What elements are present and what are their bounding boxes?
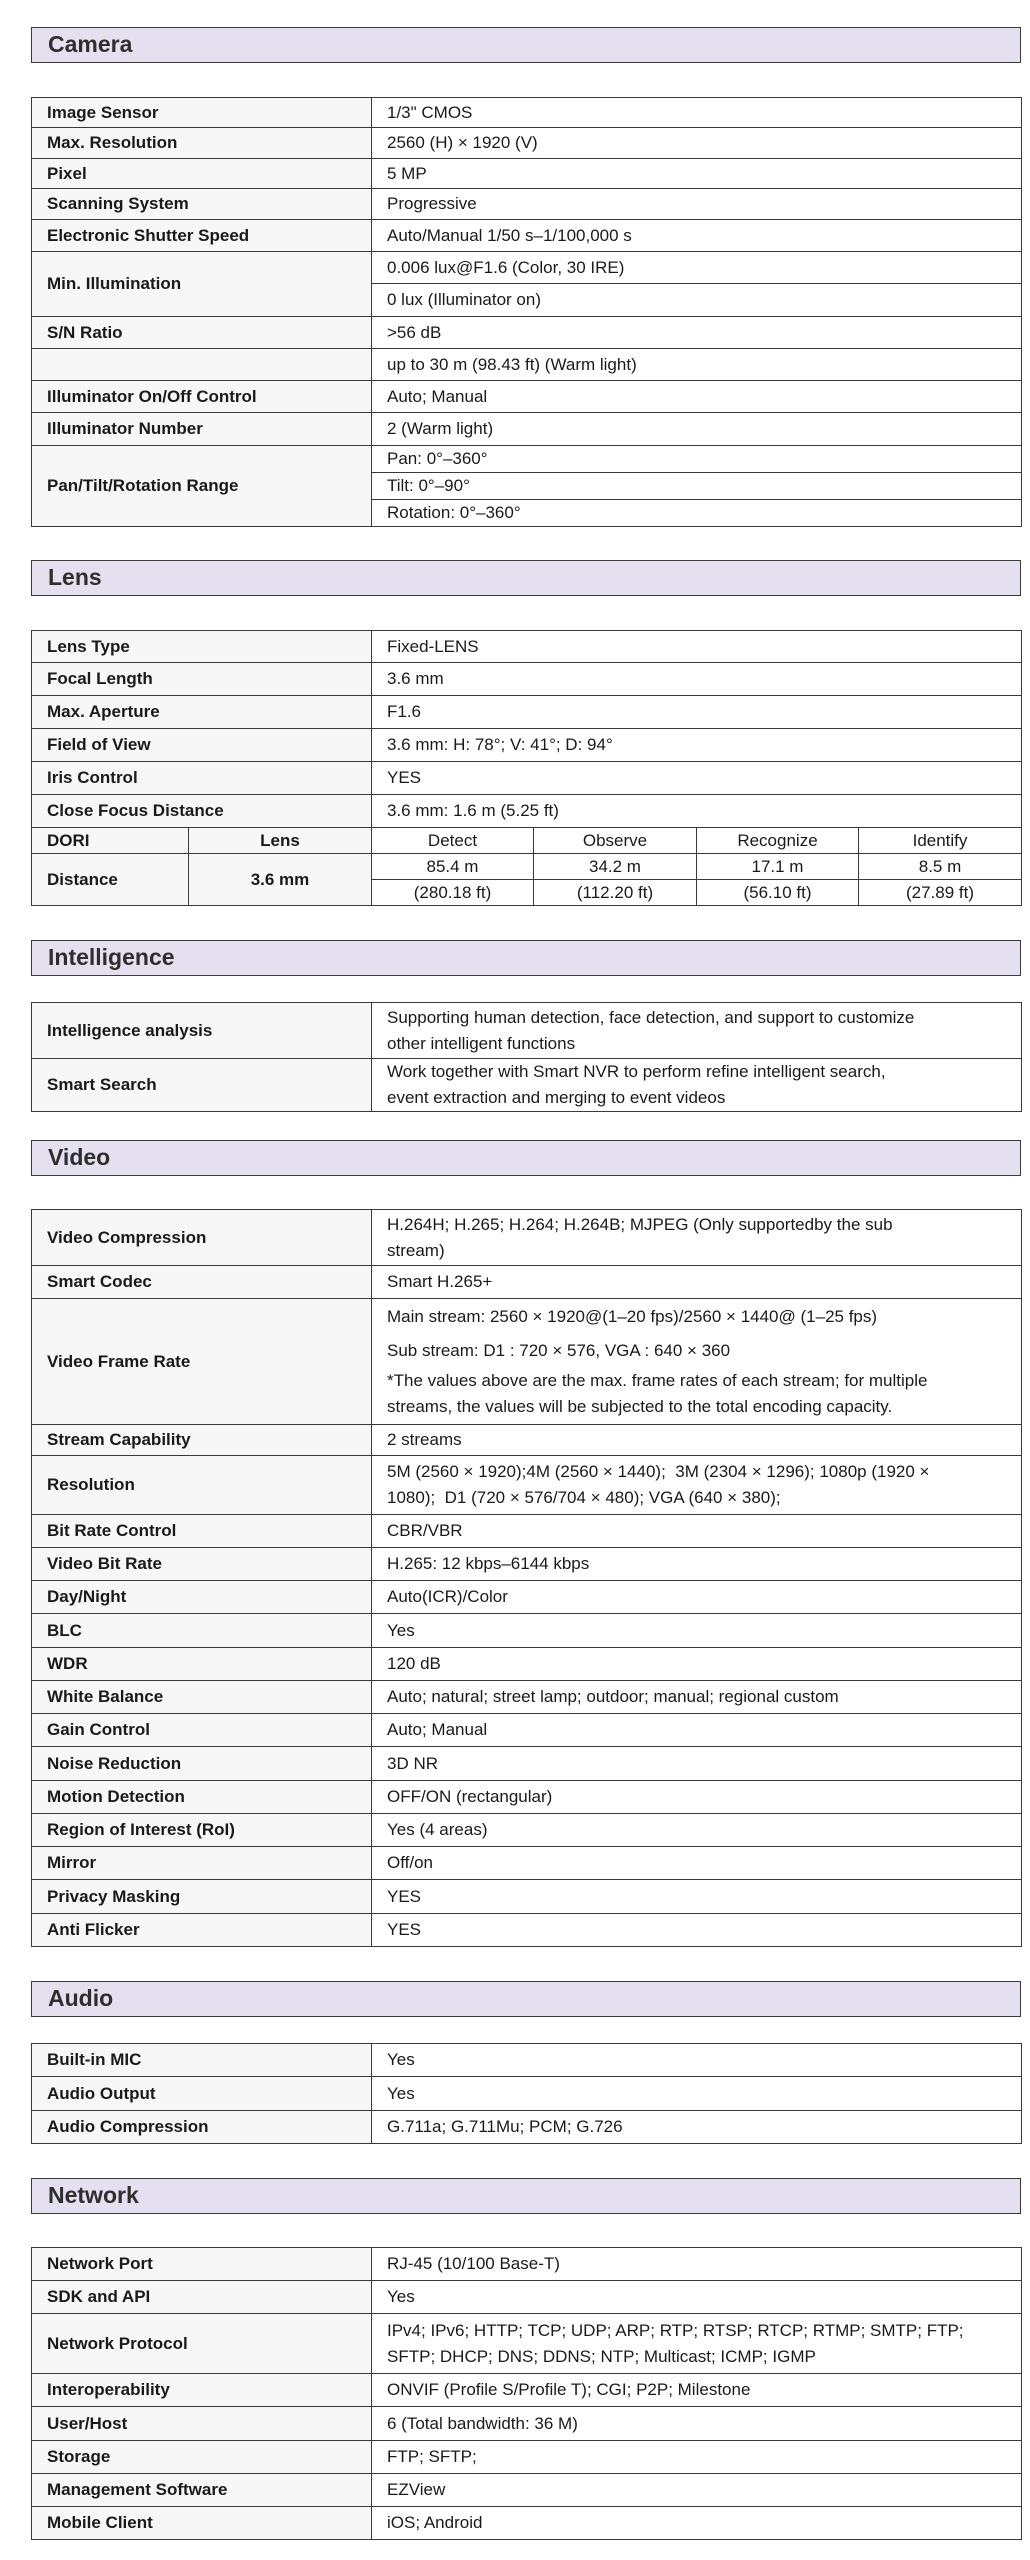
table-row [32, 1059, 1022, 1112]
spec-label: Anti Flicker [32, 1914, 372, 1947]
spec-value: EZView [372, 2474, 1022, 2507]
spec-label: Mirror [32, 1847, 372, 1880]
table-row [32, 2111, 1022, 2144]
spec-value-line: IPv4; IPv6; HTTP; TCP; UDP; ARP; RTP; RTSP; RTCP; RTMP; SMTP; FTP; [387, 2320, 964, 2340]
table-row [32, 252, 1022, 284]
spec-label: Image Sensor [32, 98, 372, 128]
table-row [32, 1266, 1022, 1299]
spec-value-line: SFTP; DHCP; DNS; DDNS; NTP; Multicast; ICMP; IGMP [387, 2346, 816, 2366]
spec-label: Lens Type [32, 631, 372, 663]
table-row [32, 1847, 1022, 1880]
table-row [32, 1648, 1022, 1681]
spec-label: Motion Detection [32, 1781, 372, 1814]
camera-spec-table [31, 97, 1022, 527]
spec-value [372, 1059, 1022, 1112]
spec-value [372, 1456, 1022, 1515]
table-row [32, 696, 1022, 729]
spec-value: Auto; Manual [372, 1714, 1022, 1747]
spec-value-line: streams, the values will be subjected to the total encoding capacity. [387, 1396, 893, 1416]
dori-identify-header: Identify [859, 828, 1022, 854]
spec-label: Audio Output [32, 2077, 372, 2111]
lens-section-title: Lens [31, 560, 1021, 596]
audio-spec-table [31, 2043, 1022, 2144]
spec-label: Intelligence analysis [32, 1003, 372, 1059]
table-row [32, 349, 1022, 381]
spec-label: White Balance [32, 1681, 372, 1714]
spec-value: 2560 (H) × 1920 (V) [372, 128, 1022, 159]
spec-label: Video Bit Rate [32, 1548, 372, 1581]
table-row [32, 2407, 1022, 2441]
spec-value-line: Main stream: 2560 × 1920@(1–20 fps)/2560 × 1440@ (1–25 fps) [387, 1306, 878, 1326]
spec-value: Yes [372, 1614, 1022, 1648]
spec-value-line: other intelligent functions [387, 1033, 576, 1053]
spec-label: User/Host [32, 2407, 372, 2441]
spec-value: >56 dB [372, 317, 1022, 349]
spec-label: Audio Compression [32, 2111, 372, 2144]
table-row [32, 1681, 1022, 1714]
camera-section-title: Camera [31, 27, 1021, 63]
spec-label: Privacy Masking [32, 1880, 372, 1914]
spec-value: Yes [372, 2044, 1022, 2077]
spec-label: Pan/Tilt/Rotation Range [32, 446, 372, 527]
table-row [32, 663, 1022, 696]
spec-label: Stream Capability [32, 1425, 372, 1456]
spec-label: Network Port [32, 2248, 372, 2281]
spec-label: Illuminator On/Off Control [32, 381, 372, 413]
spec-value: 6 (Total bandwidth: 36 M) [372, 2407, 1022, 2441]
table-row [32, 1515, 1022, 1548]
spec-value: Fixed-LENS [372, 631, 1022, 663]
spec-value: Auto; natural; street lamp; outdoor; manual; regional custom [372, 1681, 1022, 1714]
spec-value: OFF/ON (rectangular) [372, 1781, 1022, 1814]
spec-label: Pixel [32, 159, 372, 189]
spec-value: iOS; Android [372, 2507, 1022, 2540]
spec-value: FTP; SFTP; [372, 2441, 1022, 2474]
spec-value: Auto/Manual 1/50 s–1/100,000 s [372, 220, 1022, 252]
spec-value: 2 (Warm light) [372, 413, 1022, 446]
spec-value: 3.6 mm [372, 663, 1022, 696]
table-row [32, 2077, 1022, 2111]
table-row [32, 2281, 1022, 2314]
network-spec-table [31, 2247, 1022, 2540]
spec-value: F1.6 [372, 696, 1022, 729]
spec-value [372, 2314, 1022, 2374]
spec-label: Field of View [32, 729, 372, 762]
table-row [32, 1456, 1022, 1515]
table-row [32, 1210, 1022, 1266]
table-row [32, 1781, 1022, 1814]
table-row [32, 2507, 1022, 2540]
table-row [32, 1747, 1022, 1781]
table-row [32, 2248, 1022, 2281]
spec-value-line: stream) [387, 1240, 445, 1260]
table-row [32, 795, 1022, 828]
spec-label: Mobile Client [32, 2507, 372, 2540]
spec-value: Pan: 0°–360° [372, 446, 1022, 473]
spec-value [372, 1210, 1022, 1266]
spec-label: Iris Control [32, 762, 372, 795]
spec-value: Smart H.265+ [372, 1266, 1022, 1299]
intelligence-spec-table [31, 1002, 1022, 1112]
dori-lens-value: 3.6 mm [189, 854, 372, 906]
spec-label: Focal Length [32, 663, 372, 696]
table-row [32, 729, 1022, 762]
video-section-title: Video [31, 1140, 1021, 1176]
spec-value: RJ-45 (10/100 Base-T) [372, 2248, 1022, 2281]
spec-value: CBR/VBR [372, 1515, 1022, 1548]
dori-header: DORI [32, 828, 189, 854]
spec-value: 3.6 mm: H: 78°; V: 41°; D: 94° [372, 729, 1022, 762]
table-row [32, 631, 1022, 663]
spec-value: G.711a; G.711Mu; PCM; G.726 [372, 2111, 1022, 2144]
spec-value-line: 1080); D1 (720 × 576/704 × 480); VGA (640 × 380); [387, 1488, 781, 1507]
table-row [32, 2044, 1022, 2077]
spec-value: 120 dB [372, 1648, 1022, 1681]
table-row [32, 413, 1022, 446]
dori-distance-label: Distance [32, 854, 189, 906]
spec-value: up to 30 m (98.43 ft) (Warm light) [372, 349, 1022, 381]
spec-value: 5 MP [372, 159, 1022, 189]
table-row [32, 98, 1022, 128]
spec-label: Smart Codec [32, 1266, 372, 1299]
spec-label: Network Protocol [32, 2314, 372, 2374]
table-row [32, 1003, 1022, 1059]
dori-recognize-m: 17.1 m [697, 854, 859, 880]
spec-value-line: H.264H; H.265; H.264; H.264B; MJPEG (Only supportedby the sub [387, 1214, 893, 1234]
spec-label [32, 349, 372, 381]
dori-recognize-header: Recognize [697, 828, 859, 854]
dori-identify-m: 8.5 m [859, 854, 1022, 880]
dori-identify-ft: (27.89 ft) [859, 880, 1022, 906]
table-row [32, 446, 1022, 473]
table-row [32, 2474, 1022, 2507]
audio-section-title: Audio [31, 1981, 1021, 2017]
table-row [32, 2441, 1022, 2474]
spec-label: Electronic Shutter Speed [32, 220, 372, 252]
spec-label: WDR [32, 1648, 372, 1681]
spec-value-line: *The values above are the max. frame rates of each stream; for multiple [387, 1370, 928, 1390]
table-row [32, 1548, 1022, 1581]
spec-label: Region of Interest (RoI) [32, 1814, 372, 1847]
dori-detect-m: 85.4 m [372, 854, 534, 880]
spec-value: Auto; Manual [372, 381, 1022, 413]
dori-observe-ft: (112.20 ft) [534, 880, 697, 906]
table-row [32, 1425, 1022, 1456]
spec-value: 0.006 lux@F1.6 (Color, 30 IRE) [372, 252, 1022, 284]
table-row [32, 762, 1022, 795]
spec-value: YES [372, 1880, 1022, 1914]
table-row [32, 381, 1022, 413]
spec-label: S/N Ratio [32, 317, 372, 349]
spec-value: ONVIF (Profile S/Profile T); CGI; P2P; Milestone [372, 2374, 1022, 2407]
spec-label: Close Focus Distance [32, 795, 372, 828]
spec-value: Tilt: 0°–90° [372, 473, 1022, 500]
spec-label: Interoperability [32, 2374, 372, 2407]
spec-label: Scanning System [32, 189, 372, 220]
dori-observe-header: Observe [534, 828, 697, 854]
spec-value-line: Supporting human detection, face detection, and support to customize [387, 1007, 915, 1027]
intelligence-section-title: Intelligence [31, 940, 1021, 976]
spec-value: YES [372, 762, 1022, 795]
table-row [32, 220, 1022, 252]
spec-value: YES [372, 1914, 1022, 1947]
table-row [32, 1614, 1022, 1648]
table-row [32, 1714, 1022, 1747]
spec-label: Video Compression [32, 1210, 372, 1266]
spec-label: Resolution [32, 1456, 372, 1515]
spec-value-line: Work together with Smart NVR to perform refine intelligent search, [387, 1062, 886, 1081]
dori-distance-row [32, 854, 1022, 880]
spec-label: Illuminator Number [32, 413, 372, 446]
table-row [32, 317, 1022, 349]
dori-lens-header: Lens [189, 828, 372, 854]
network-section-title: Network [31, 2178, 1021, 2214]
dori-observe-m: 34.2 m [534, 854, 697, 880]
dori-recognize-ft: (56.10 ft) [697, 880, 859, 906]
spec-value: Off/on [372, 1847, 1022, 1880]
spec-label: Max. Resolution [32, 128, 372, 159]
spec-label: Video Frame Rate [32, 1299, 372, 1425]
table-row [32, 1814, 1022, 1847]
spec-value-line: Sub stream: D1 : 720 × 576, VGA : 640 × 360 [387, 1340, 731, 1360]
spec-label: Bit Rate Control [32, 1515, 372, 1548]
spec-label: Storage [32, 2441, 372, 2474]
spec-value [372, 1299, 1022, 1425]
spec-value: 3.6 mm: 1.6 m (5.25 ft) [372, 795, 1022, 828]
spec-label: BLC [32, 1614, 372, 1648]
spec-value: 0 lux (Illuminator on) [372, 284, 1022, 317]
dori-detect-ft: (280.18 ft) [372, 880, 534, 906]
table-row [32, 1914, 1022, 1947]
spec-value: 1/3" CMOS [372, 98, 1022, 128]
lens-spec-table [31, 630, 1022, 906]
spec-value-line: 5M (2560 × 1920);4M (2560 × 1440); 3M (2304 × 1296); 1080p (1920 × [387, 1462, 930, 1481]
spec-value: Yes (4 areas) [372, 1814, 1022, 1847]
spec-value: Progressive [372, 189, 1022, 220]
spec-value: Rotation: 0°–360° [372, 500, 1022, 527]
table-row [32, 128, 1022, 159]
spec-label: Gain Control [32, 1714, 372, 1747]
table-row [32, 1880, 1022, 1914]
spec-value-line: event extraction and merging to event videos [387, 1088, 726, 1107]
spec-label: Management Software [32, 2474, 372, 2507]
video-spec-table [31, 1209, 1022, 1947]
spec-label: Max. Aperture [32, 696, 372, 729]
spec-value: Yes [372, 2077, 1022, 2111]
spec-label: Smart Search [32, 1059, 372, 1112]
dori-detect-header: Detect [372, 828, 534, 854]
dori-header-row [32, 828, 1022, 854]
spec-value: 2 streams [372, 1425, 1022, 1456]
spec-value [372, 1003, 1022, 1059]
table-row [32, 1299, 1022, 1425]
table-row [32, 1581, 1022, 1614]
table-row [32, 2374, 1022, 2407]
spec-label: Noise Reduction [32, 1747, 372, 1781]
table-row [32, 2314, 1022, 2374]
spec-value: Auto(ICR)/Color [372, 1581, 1022, 1614]
spec-label: Day/Night [32, 1581, 372, 1614]
spec-value: 3D NR [372, 1747, 1022, 1781]
spec-value: H.265: 12 kbps–6144 kbps [372, 1548, 1022, 1581]
spec-value: Yes [372, 2281, 1022, 2314]
spec-label: SDK and API [32, 2281, 372, 2314]
spec-label: Built-in MIC [32, 2044, 372, 2077]
table-row [32, 159, 1022, 189]
table-row [32, 189, 1022, 220]
spec-label: Min. Illumination [32, 252, 372, 317]
